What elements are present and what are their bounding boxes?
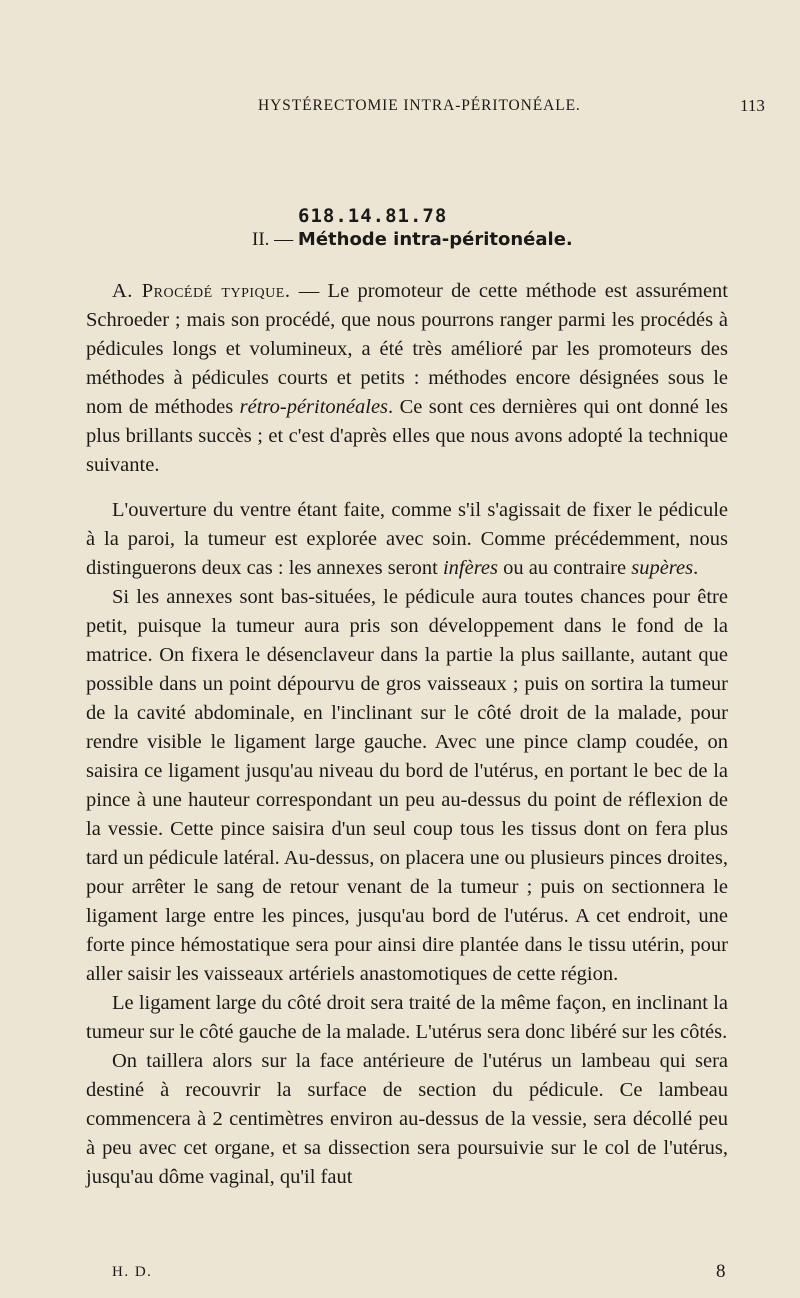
classification-number: 618.14.81.78 (298, 205, 448, 227)
paragraph-label: A. Procédé typique. (112, 280, 291, 302)
paragraph: On taillera alors sur la face antérieure de l'utérus un lambeau qui sera destiné à recouvrir la surface de section du pédicule. Ce lambeau commencera à 2 centimètres environ au-dessus de la vessie, sera décollé peu à peu avec cet organe, et sa dissection sera poursuivie sur le col de l'utérus, jusqu'au dôme vaginal, qu'il faut (86, 1050, 728, 1188)
footer-signature: H. D. (112, 1264, 153, 1280)
emphasis: supères (631, 557, 694, 579)
paragraph: Le ligament large du côté droit sera traité de la même façon, en inclinant la tumeur sur le côté gauche de la malade. L'utérus sera donc libéré sur les côtés. (86, 992, 728, 1043)
running-head: HYSTÉRECTOMIE INTRA-PÉRITONÉALE. (258, 97, 581, 114)
paragraph (86, 496, 728, 583)
paragraph-text: L'ouverture du ventre étant faite, comme s'il s'agissait de fixer le pédicule à la paroi, la tumeur est explorée avec soin. Comme précédemment, nous distinguerons deux cas : les annexes seront (86, 499, 728, 579)
page-number: 113 (740, 96, 765, 115)
paragraph-text: . Ce sont ces dernières qui ont donné les plus brillants succès ; et c'est d'après elles que nous avons adopté la technique suivante. (86, 396, 728, 476)
paragraph-text: . (693, 557, 699, 579)
section-heading (252, 229, 573, 251)
paragraph: Si les annexes sont bas-situées, le pédicule aura toutes chances pour être petit, puisque la tumeur aura pris son développement dans le fond de la matrice. On fixera le désenclaveur dans la partie la plus saillante, autant que possible dans un point dépourvu de gros vaisseaux ; puis on sortira la tumeur de la cavité abdominale, en l'inclinant sur le côté droit de la malade, pour rendre visible le ligament large gauche. Avec une pince clamp coudée, on saisira ce ligament jusqu'au niveau du bord de l'utérus, en portant le bec de la pince à une hauteur correspondant un peu au-dessus du point de réflexion de la vessie. Cette pince saisira d'un seul coup tous les tissus dont on fera plus tard un pédicule latéral. Au-dessus, on placera une ou plusieurs pinces droites, pour arrêter le sang de retour venant de la tumeur ; puis on sectionnera le ligament large entre les pinces, jusqu'au bord de l'utérus. A cet endroit, une forte pince hémostatique sera pour ainsi dire plantée dans le tissu utérin, pour aller saisir les vaisseaux artériels anastomotiques de cette région. (86, 586, 728, 985)
paragraph (86, 277, 728, 480)
gathering-number: 8 (716, 1261, 726, 1282)
section-title: Méthode intra-péritonéale. (297, 229, 573, 250)
body-text (86, 277, 728, 1192)
paragraph-text: — Le promoteur de cette méthode est assurément Schroeder ; mais son procédé, que nous pourrons ranger parmi les procédés à pédicules longs et volumineux, a été très amélioré par les promoteurs des méthodes à pédicules courts et petits : méthodes encore désignées sous le nom de méthodes (86, 280, 728, 418)
emphasis: rétro-péritonéales (239, 396, 389, 418)
paragraph-text: ou au contraire (498, 557, 632, 579)
section-number: II. — (252, 229, 294, 250)
emphasis: infères (442, 557, 499, 579)
